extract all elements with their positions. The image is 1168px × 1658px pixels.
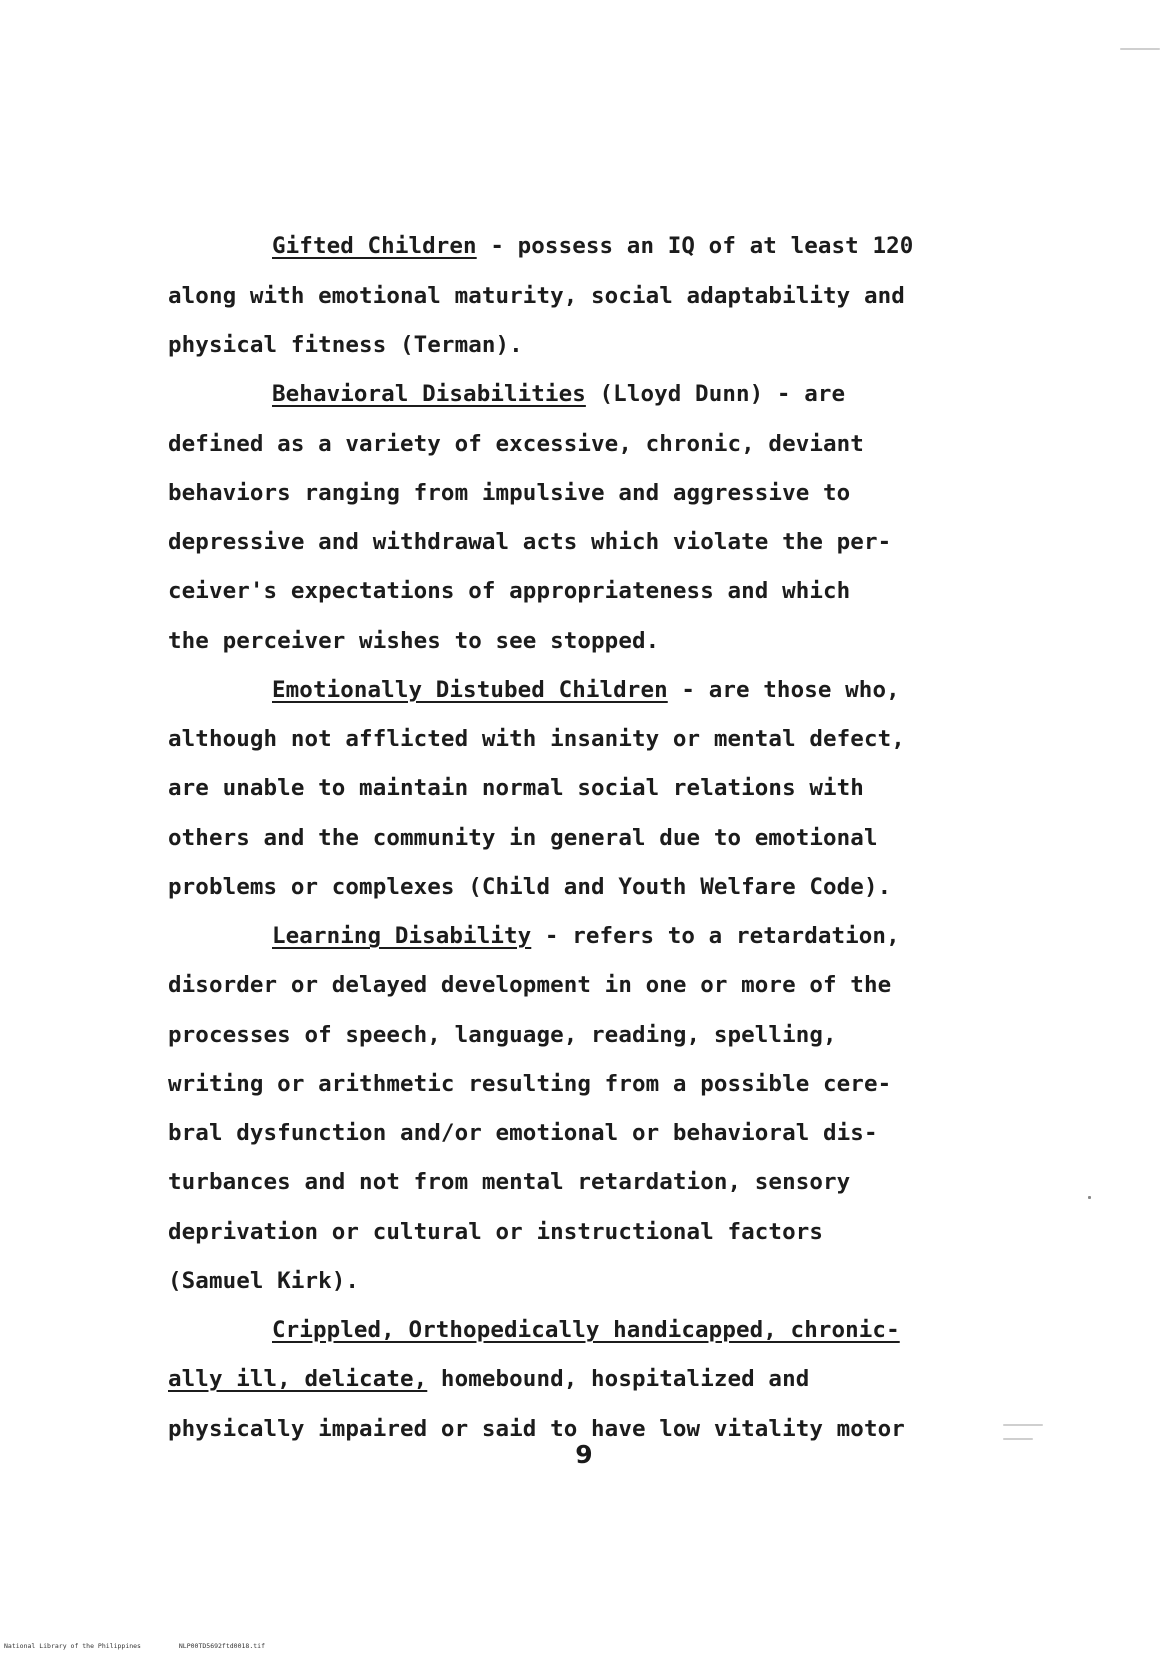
text-line: are unable to maintain normal social relations with xyxy=(168,775,864,801)
text-line: the perceiver wishes to see stopped. xyxy=(168,628,660,654)
text-line: writing or arithmetic resulting from a possible cere- xyxy=(168,1071,892,1097)
text-line: behaviors ranging from impulsive and aggressive to xyxy=(168,480,851,506)
text-line: defined as a variety of excessive, chronic, deviant xyxy=(168,431,864,457)
text-line: ceiver's expectations of appropriateness and which xyxy=(168,578,851,604)
page-number: 9 xyxy=(575,1440,593,1469)
term-heading: Learning Disability xyxy=(272,923,532,949)
text-line: (Samuel Kirk). xyxy=(168,1268,360,1294)
text-line xyxy=(272,922,998,950)
term-heading: Behavioral Disabilities xyxy=(272,381,586,407)
text-line xyxy=(272,380,998,408)
scan-footer xyxy=(4,1642,299,1650)
text-line xyxy=(272,232,998,260)
text-line: physically impaired or said to have low vitality motor xyxy=(168,1416,905,1442)
text-line xyxy=(272,676,998,704)
text-line: problems or complexes (Child and Youth Welfare Code). xyxy=(168,874,892,900)
footer-filename: NLP00TD5692ftd0018.tif xyxy=(178,1642,265,1650)
footer-library: National Library of the Philippines xyxy=(4,1642,141,1650)
line-text: - possess an IQ of at least 120 xyxy=(476,233,914,259)
line-text: (Lloyd Dunn) - are xyxy=(585,381,846,407)
term-heading: ally ill, delicate, xyxy=(168,1366,428,1392)
text-line: although not afflicted with insanity or mental defect, xyxy=(168,726,905,752)
scan-artifact xyxy=(1003,1424,1043,1426)
line-text: - refers to a retardation, xyxy=(531,923,900,949)
text-line: others and the community in general due to emotional xyxy=(168,825,878,851)
text-line: disorder or delayed development in one or more of the xyxy=(168,972,892,998)
text-line: physical fitness (Terman). xyxy=(168,332,523,358)
text-line: deprivation or cultural or instructional factors xyxy=(168,1219,824,1245)
term-heading: Gifted Children xyxy=(272,233,477,259)
text-line xyxy=(168,1365,998,1393)
scan-artifact xyxy=(1088,1196,1091,1199)
text-line: turbances and not from mental retardation, sensory xyxy=(168,1169,851,1195)
line-text: homebound, hospitalized and xyxy=(427,1366,810,1392)
term-heading: Crippled, Orthopedically handicapped, chronic- xyxy=(272,1317,900,1343)
term-heading: Emotionally Distubed Children xyxy=(272,677,668,703)
line-text: - are those who, xyxy=(667,677,900,703)
text-line xyxy=(272,1316,998,1344)
scan-artifact xyxy=(1120,48,1160,50)
text-line: bral dysfunction and/or emotional or behavioral dis- xyxy=(168,1120,878,1146)
text-line: along with emotional maturity, social adaptability and xyxy=(168,283,905,309)
text-line: depressive and withdrawal acts which violate the per- xyxy=(168,529,892,555)
text-line: processes of speech, language, reading, spelling, xyxy=(168,1022,837,1048)
